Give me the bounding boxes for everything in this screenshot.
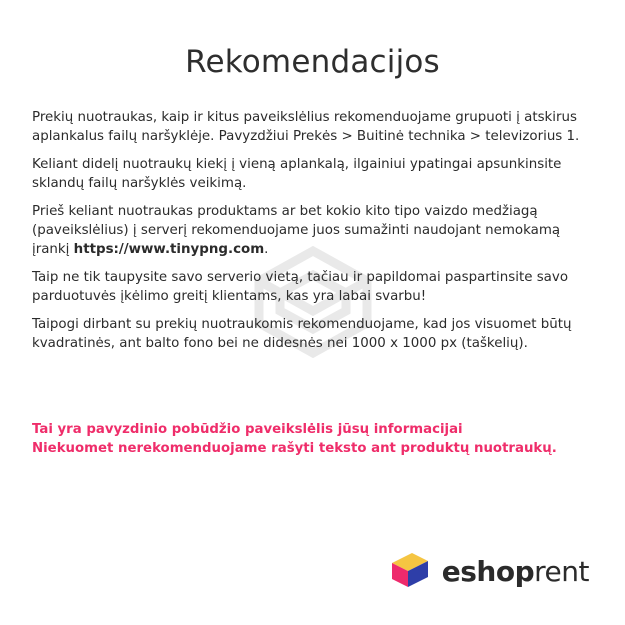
paragraph-2: Keliant didelį nuotraukų kiekį į vieną aplankalą, ilgainiui ypatingai apsunkinsite sklandų failų naršyklės veikimą. <box>32 157 562 192</box>
document-content <box>32 44 593 353</box>
tinypng-link[interactable]: https://www.tinypng.com <box>73 242 265 258</box>
warning-note <box>32 420 557 459</box>
page-title: Rekomendacijos <box>185 44 440 80</box>
paragraph-5: Taipogi dirbant su prekių nuotraukomis rekomenduojame, kad jos visuomet būtų kvadratinės, ant balto fono bei ne didesnės nei 1000 x 1000 px (taškelių). <box>32 317 572 352</box>
paragraph-3-text: Prieš keliant nuotraukas produktams ar bet kokio kito tipo vaizdo medžiagą (paveikslėlius) į serverį rekomenduojame juos sumažinti naudojant nemokamą įrankį <box>32 204 561 258</box>
eshoprent-logo <box>388 549 589 593</box>
logo-mark-icon <box>388 549 432 593</box>
paragraph-4: Taip ne tik taupysite savo serverio vietą, tačiau ir papildomai paspartinsite savo parduotuvės įkėlimo greitį klientams, kas yra labai svarbu! <box>32 270 569 305</box>
logo-word-rent: rent <box>534 554 589 588</box>
note-line-2: Niekuomet nerekomenduojame rašyti teksto ant produktų nuotraukų. <box>32 441 557 457</box>
paragraph-1: Prekių nuotraukas, kaip ir kitus paveikslėlius rekomenduojame grupuoti į atskirus aplankalus failų naršyklėje. Pavyzdžiui Prekės > Buitinė technika > televizorius 1. <box>32 110 580 145</box>
logo-word-eshop: eshop <box>441 554 535 588</box>
logo-wordmark <box>442 555 589 588</box>
paragraph-3-period: . <box>264 242 269 258</box>
paragraph-3 <box>32 202 593 259</box>
note-line-1: Tai yra pavyzdinio pobūdžio paveikslėlis jūsų informacijai <box>32 422 463 437</box>
